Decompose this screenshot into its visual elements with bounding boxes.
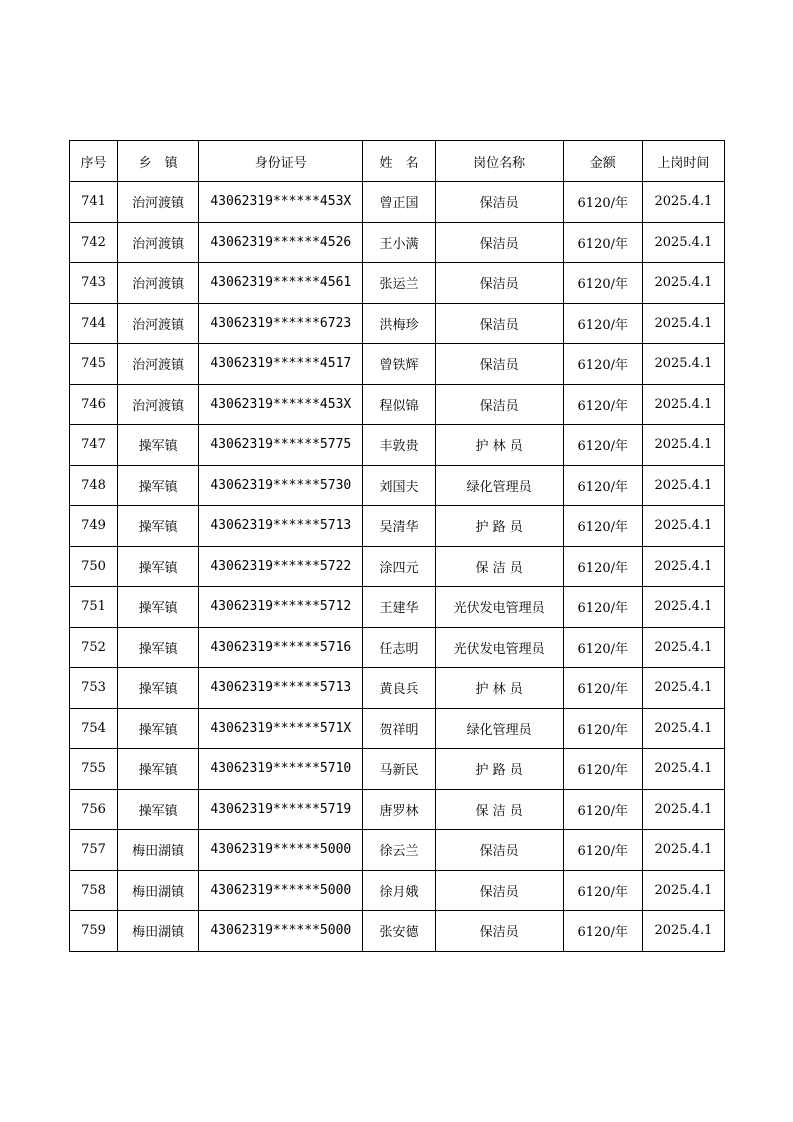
town-cell: 操军镇 <box>118 587 199 628</box>
seq-cell: 755 <box>70 749 118 790</box>
start-date-cell: 2025.4.1 <box>642 708 724 749</box>
id-number-cell: 43062319******5710 <box>199 749 363 790</box>
post-cell: 保洁员 <box>435 911 563 952</box>
start-date-cell: 2025.4.1 <box>642 222 724 263</box>
start-date-cell: 2025.4.1 <box>642 546 724 587</box>
id-number-cell: 43062319******5712 <box>199 587 363 628</box>
header-id-number: 身份证号 <box>199 141 363 182</box>
amount-cell: 6120/年 <box>563 425 642 466</box>
town-cell: 操军镇 <box>118 749 199 790</box>
id-number-cell: 43062319******5000 <box>199 911 363 952</box>
town-cell: 治河渡镇 <box>118 344 199 385</box>
header-seq: 序号 <box>70 141 118 182</box>
id-number-cell: 43062319******5722 <box>199 546 363 587</box>
table-row <box>70 506 725 547</box>
post-cell: 护 路 员 <box>435 749 563 790</box>
start-date-cell: 2025.4.1 <box>642 182 724 223</box>
post-cell: 保洁员 <box>435 384 563 425</box>
start-date-cell: 2025.4.1 <box>642 749 724 790</box>
amount-cell: 6120/年 <box>563 303 642 344</box>
table-row <box>70 465 725 506</box>
name-cell: 唐罗林 <box>363 789 435 830</box>
seq-cell: 743 <box>70 263 118 304</box>
seq-cell: 751 <box>70 587 118 628</box>
post-cell: 保洁员 <box>435 830 563 871</box>
post-cell: 光伏发电管理员 <box>435 587 563 628</box>
start-date-cell: 2025.4.1 <box>642 668 724 709</box>
name-cell: 黄良兵 <box>363 668 435 709</box>
town-cell: 治河渡镇 <box>118 182 199 223</box>
amount-cell: 6120/年 <box>563 465 642 506</box>
personnel-table <box>69 140 725 952</box>
post-cell: 保 洁 员 <box>435 546 563 587</box>
town-cell: 操军镇 <box>118 668 199 709</box>
post-cell: 保洁员 <box>435 182 563 223</box>
post-cell: 护 林 员 <box>435 668 563 709</box>
amount-cell: 6120/年 <box>563 627 642 668</box>
seq-cell: 742 <box>70 222 118 263</box>
seq-cell: 752 <box>70 627 118 668</box>
start-date-cell: 2025.4.1 <box>642 465 724 506</box>
id-number-cell: 43062319******5713 <box>199 506 363 547</box>
id-number-cell: 43062319******5713 <box>199 668 363 709</box>
town-cell: 治河渡镇 <box>118 222 199 263</box>
table-row <box>70 830 725 871</box>
table-row <box>70 222 725 263</box>
town-cell: 操军镇 <box>118 546 199 587</box>
id-number-cell: 43062319******4561 <box>199 263 363 304</box>
name-cell: 王小满 <box>363 222 435 263</box>
table-row <box>70 789 725 830</box>
name-cell: 刘国夫 <box>363 465 435 506</box>
start-date-cell: 2025.4.1 <box>642 506 724 547</box>
table-row <box>70 587 725 628</box>
town-cell: 操军镇 <box>118 506 199 547</box>
amount-cell: 6120/年 <box>563 668 642 709</box>
table-row <box>70 708 725 749</box>
start-date-cell: 2025.4.1 <box>642 830 724 871</box>
start-date-cell: 2025.4.1 <box>642 303 724 344</box>
id-number-cell: 43062319******5775 <box>199 425 363 466</box>
start-date-cell: 2025.4.1 <box>642 425 724 466</box>
id-number-cell: 43062319******5000 <box>199 830 363 871</box>
seq-cell: 749 <box>70 506 118 547</box>
post-cell: 保洁员 <box>435 263 563 304</box>
start-date-cell: 2025.4.1 <box>642 587 724 628</box>
table-row <box>70 870 725 911</box>
post-cell: 保洁员 <box>435 870 563 911</box>
id-number-cell: 43062319******453X <box>199 182 363 223</box>
seq-cell: 759 <box>70 911 118 952</box>
post-cell: 光伏发电管理员 <box>435 627 563 668</box>
table-header <box>70 141 725 182</box>
name-cell: 涂四元 <box>363 546 435 587</box>
id-number-cell: 43062319******571X <box>199 708 363 749</box>
id-number-cell: 43062319******453X <box>199 384 363 425</box>
town-cell: 操军镇 <box>118 627 199 668</box>
town-cell: 操军镇 <box>118 789 199 830</box>
table-row <box>70 627 725 668</box>
table-row <box>70 749 725 790</box>
post-cell: 保 洁 员 <box>435 789 563 830</box>
post-cell: 保洁员 <box>435 222 563 263</box>
table-body <box>70 182 725 952</box>
start-date-cell: 2025.4.1 <box>642 870 724 911</box>
table-row <box>70 182 725 223</box>
table-row <box>70 263 725 304</box>
amount-cell: 6120/年 <box>563 708 642 749</box>
amount-cell: 6120/年 <box>563 749 642 790</box>
name-cell: 程似锦 <box>363 384 435 425</box>
name-cell: 洪梅珍 <box>363 303 435 344</box>
seq-cell: 756 <box>70 789 118 830</box>
start-date-cell: 2025.4.1 <box>642 384 724 425</box>
name-cell: 王建华 <box>363 587 435 628</box>
amount-cell: 6120/年 <box>563 384 642 425</box>
id-number-cell: 43062319******5000 <box>199 870 363 911</box>
name-cell: 徐云兰 <box>363 830 435 871</box>
amount-cell: 6120/年 <box>563 870 642 911</box>
table-row <box>70 384 725 425</box>
town-cell: 治河渡镇 <box>118 263 199 304</box>
table-row <box>70 303 725 344</box>
amount-cell: 6120/年 <box>563 789 642 830</box>
table-row <box>70 546 725 587</box>
id-number-cell: 43062319******5719 <box>199 789 363 830</box>
name-cell: 张安德 <box>363 911 435 952</box>
start-date-cell: 2025.4.1 <box>642 344 724 385</box>
header-amount: 金额 <box>563 141 642 182</box>
amount-cell: 6120/年 <box>563 182 642 223</box>
seq-cell: 745 <box>70 344 118 385</box>
town-cell: 梅田湖镇 <box>118 870 199 911</box>
post-cell: 保洁员 <box>435 344 563 385</box>
seq-cell: 750 <box>70 546 118 587</box>
header-start-date: 上岗时间 <box>642 141 724 182</box>
seq-cell: 748 <box>70 465 118 506</box>
table-row <box>70 425 725 466</box>
post-cell: 绿化管理员 <box>435 708 563 749</box>
name-cell: 吴清华 <box>363 506 435 547</box>
table-row <box>70 344 725 385</box>
header-row <box>70 141 725 182</box>
seq-cell: 747 <box>70 425 118 466</box>
post-cell: 护 路 员 <box>435 506 563 547</box>
post-cell: 绿化管理员 <box>435 465 563 506</box>
name-cell: 张运兰 <box>363 263 435 304</box>
name-cell: 徐月娥 <box>363 870 435 911</box>
id-number-cell: 43062319******6723 <box>199 303 363 344</box>
amount-cell: 6120/年 <box>563 911 642 952</box>
seq-cell: 744 <box>70 303 118 344</box>
id-number-cell: 43062319******5716 <box>199 627 363 668</box>
id-number-cell: 43062319******4526 <box>199 222 363 263</box>
amount-cell: 6120/年 <box>563 344 642 385</box>
start-date-cell: 2025.4.1 <box>642 789 724 830</box>
post-cell: 保洁员 <box>435 303 563 344</box>
town-cell: 梅田湖镇 <box>118 911 199 952</box>
town-cell: 治河渡镇 <box>118 384 199 425</box>
name-cell: 任志明 <box>363 627 435 668</box>
seq-cell: 741 <box>70 182 118 223</box>
id-number-cell: 43062319******4517 <box>199 344 363 385</box>
name-cell: 曾铁辉 <box>363 344 435 385</box>
town-cell: 操军镇 <box>118 465 199 506</box>
start-date-cell: 2025.4.1 <box>642 627 724 668</box>
start-date-cell: 2025.4.1 <box>642 911 724 952</box>
table-row <box>70 911 725 952</box>
town-cell: 梅田湖镇 <box>118 830 199 871</box>
amount-cell: 6120/年 <box>563 587 642 628</box>
name-cell: 曾正国 <box>363 182 435 223</box>
amount-cell: 6120/年 <box>563 222 642 263</box>
seq-cell: 753 <box>70 668 118 709</box>
post-cell: 护 林 员 <box>435 425 563 466</box>
start-date-cell: 2025.4.1 <box>642 263 724 304</box>
town-cell: 操军镇 <box>118 425 199 466</box>
id-number-cell: 43062319******5730 <box>199 465 363 506</box>
header-town: 乡 镇 <box>118 141 199 182</box>
amount-cell: 6120/年 <box>563 830 642 871</box>
name-cell: 贺祥明 <box>363 708 435 749</box>
table-row <box>70 668 725 709</box>
seq-cell: 757 <box>70 830 118 871</box>
name-cell: 马新民 <box>363 749 435 790</box>
seq-cell: 746 <box>70 384 118 425</box>
seq-cell: 754 <box>70 708 118 749</box>
town-cell: 治河渡镇 <box>118 303 199 344</box>
amount-cell: 6120/年 <box>563 546 642 587</box>
amount-cell: 6120/年 <box>563 263 642 304</box>
header-name: 姓 名 <box>363 141 435 182</box>
seq-cell: 758 <box>70 870 118 911</box>
amount-cell: 6120/年 <box>563 506 642 547</box>
town-cell: 操军镇 <box>118 708 199 749</box>
header-post: 岗位名称 <box>435 141 563 182</box>
name-cell: 丰敦贵 <box>363 425 435 466</box>
